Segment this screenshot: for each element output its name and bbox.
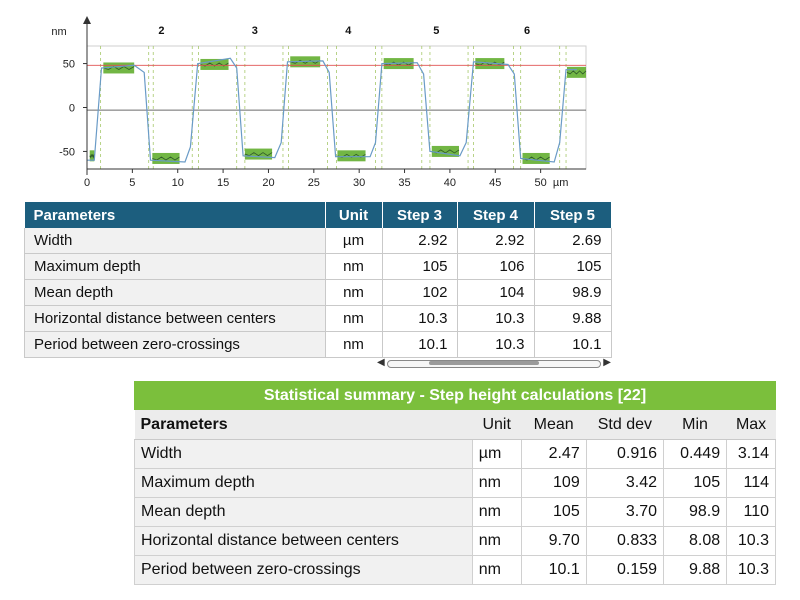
value-cell: 105: [521, 498, 586, 527]
unit-cell: nm: [472, 498, 521, 527]
value-cell: 105: [534, 254, 611, 280]
value-cell: 3.42: [586, 469, 663, 498]
value-cell: 2.92: [457, 228, 534, 254]
value-cell: 114: [727, 469, 776, 498]
step-parameters-table: [24, 202, 612, 358]
unit-cell: nm: [325, 306, 382, 332]
value-cell: 10.3: [727, 556, 776, 585]
unit-cell: nm: [472, 469, 521, 498]
column-header: Min: [664, 410, 727, 440]
x-tick-label: 50: [534, 177, 547, 189]
value-cell: 3.14: [727, 440, 776, 469]
value-cell: 0.159: [586, 556, 663, 585]
value-cell: 3.70: [586, 498, 663, 527]
column-header: Step 4: [457, 202, 534, 228]
step-region: [245, 149, 272, 160]
x-tick-label: 45: [489, 177, 502, 189]
table-row: [25, 332, 612, 358]
value-cell: 8.08: [664, 527, 727, 556]
parameter-label: Width: [25, 228, 326, 254]
step-region: [567, 67, 586, 78]
value-cell: 105: [382, 254, 457, 280]
x-tick-label: 40: [443, 177, 457, 189]
x-tick-label: 5: [129, 177, 136, 189]
column-header: Parameters: [135, 410, 473, 440]
table-row: [135, 498, 776, 527]
scroll-right-arrow-icon[interactable]: ▶: [603, 357, 611, 368]
table-row: [135, 527, 776, 556]
value-cell: 10.3: [727, 527, 776, 556]
y-tick-label: -50: [59, 146, 75, 159]
x-tick-label: 25: [307, 177, 320, 189]
value-cell: 0.449: [664, 440, 727, 469]
scroll-left-arrow-icon[interactable]: ◀: [377, 357, 385, 368]
table-header-row: [25, 202, 612, 228]
value-cell: 10.1: [521, 556, 586, 585]
statistical-summary-table: [134, 410, 776, 585]
step-number-label: 6: [523, 25, 531, 37]
parameter-label: Mean depth: [135, 498, 473, 527]
value-cell: 2.69: [534, 228, 611, 254]
x-tick-label: 15: [216, 177, 230, 189]
table-row: [25, 280, 612, 306]
column-header: Parameters: [25, 202, 326, 228]
step-region: [152, 153, 179, 164]
value-cell: 2.47: [521, 440, 586, 469]
x-tick-label: 10: [171, 177, 184, 189]
column-header: Step 3: [382, 202, 457, 228]
value-cell: 9.70: [521, 527, 586, 556]
parameter-label: Horizontal distance between centers: [25, 306, 326, 332]
table-row: [135, 440, 776, 469]
x-unit-label: µm: [552, 177, 569, 189]
value-cell: 98.9: [664, 498, 727, 527]
value-cell: 110: [727, 498, 776, 527]
value-cell: 10.3: [382, 306, 457, 332]
value-cell: 10.1: [534, 332, 611, 358]
y-axis-arrow-icon: [83, 16, 91, 24]
scrollbar-thumb[interactable]: [429, 361, 539, 365]
value-cell: 9.88: [534, 306, 611, 332]
step-number-label: 5: [433, 25, 440, 37]
y-unit-label: nm: [51, 26, 67, 38]
value-cell: 2.92: [382, 228, 457, 254]
step-number-label: 2: [158, 25, 165, 37]
parameter-label: Period between zero-crossings: [135, 556, 473, 585]
parameter-label: Period between zero-crossings: [25, 332, 326, 358]
step-region: [337, 150, 365, 161]
value-cell: 109: [521, 469, 586, 498]
parameter-label: Width: [135, 440, 473, 469]
column-header: Max: [727, 410, 776, 440]
step-number-label: 4: [345, 25, 352, 37]
table-row: [25, 254, 612, 280]
table-row: [135, 556, 776, 585]
step-region: [522, 153, 549, 164]
unit-cell: nm: [325, 280, 382, 306]
value-cell: 10.3: [457, 306, 534, 332]
parameter-label: Maximum depth: [135, 469, 473, 498]
value-cell: 10.1: [382, 332, 457, 358]
value-cell: 106: [457, 254, 534, 280]
column-header: Mean: [521, 410, 586, 440]
table-header-row: [135, 410, 776, 440]
y-tick-label: 0: [68, 102, 75, 115]
x-tick-label: 30: [353, 177, 366, 189]
x-tick-label: 35: [398, 177, 411, 189]
value-cell: 0.833: [586, 527, 663, 556]
parameter-label: Maximum depth: [25, 254, 326, 280]
step-profile-chart: [0, 0, 800, 200]
x-tick-label: 20: [262, 177, 275, 189]
column-header: Std dev: [586, 410, 663, 440]
value-cell: 0.916: [586, 440, 663, 469]
y-tick-label: 50: [62, 58, 75, 71]
unit-cell: nm: [325, 332, 382, 358]
unit-cell: nm: [325, 254, 382, 280]
summary-title: Statistical summary - Step height calculations [22]: [134, 381, 776, 410]
column-header: Unit: [325, 202, 382, 228]
value-cell: 98.9: [534, 280, 611, 306]
value-cell: 104: [457, 280, 534, 306]
column-header: Unit: [472, 410, 521, 440]
table-row: [25, 228, 612, 254]
parameter-label: Horizontal distance between centers: [135, 527, 473, 556]
unit-cell: µm: [472, 440, 521, 469]
table-horizontal-scrollbar[interactable]: [375, 357, 613, 369]
value-cell: 105: [664, 469, 727, 498]
value-cell: 102: [382, 280, 457, 306]
column-header: Step 5: [534, 202, 611, 228]
unit-cell: µm: [325, 228, 382, 254]
statistical-summary-panel: [134, 381, 776, 585]
parameter-label: Mean depth: [25, 280, 326, 306]
unit-cell: nm: [472, 556, 521, 585]
step-number-label: 3: [251, 25, 258, 37]
x-tick-label: 0: [83, 177, 91, 189]
unit-cell: nm: [472, 527, 521, 556]
table-row: [135, 469, 776, 498]
table-row: [25, 306, 612, 332]
value-cell: 9.88: [664, 556, 727, 585]
value-cell: 10.3: [457, 332, 534, 358]
